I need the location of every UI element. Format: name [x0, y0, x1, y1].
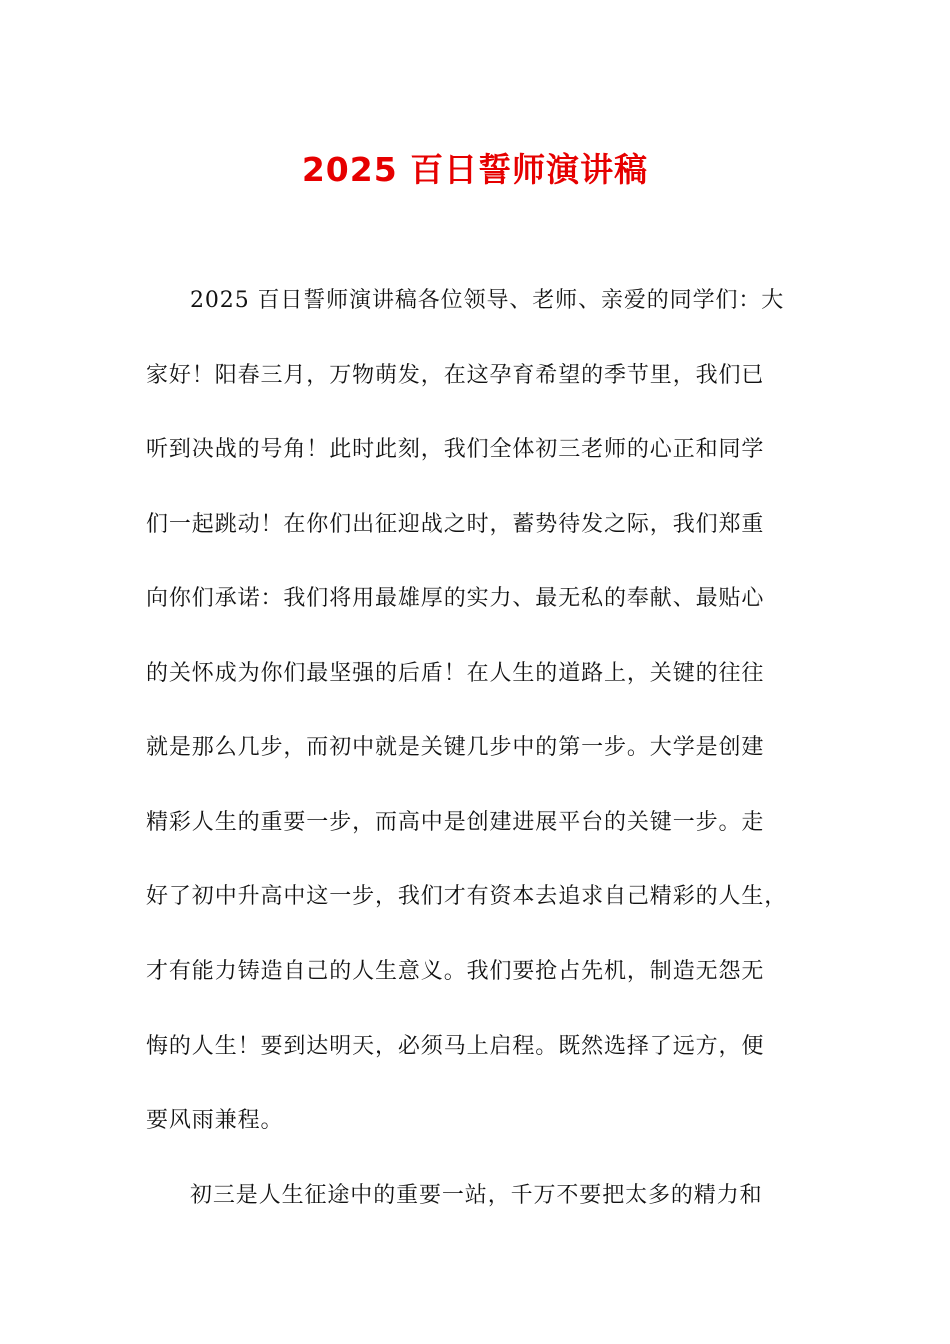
paragraph-1-line-6: 的关怀成为你们最坚强的后盾！在人生的道路上，关键的往往	[146, 661, 765, 686]
paragraph-1-line-10: 才有能力铸造自己的人生意义。我们要抢占先机，制造无怨无	[146, 959, 765, 984]
paragraph-1-line-9: 好了初中升高中这一步，我们才有资本去追求自己精彩的人生，	[146, 884, 788, 909]
paragraph-1-line-7: 就是那么几步，而初中就是关键几步中的第一步。大学是创建	[146, 735, 765, 760]
paragraph-1-line-2: 家好！阳春三月，万物萌发，在这孕育希望的季节里，我们已	[146, 363, 765, 388]
paragraph-1-line-1: 2025 百日誓师演讲稿各位领导、老师、亲爱的同学们：大	[190, 288, 785, 313]
paragraph-1-line-12: 要风雨兼程。	[146, 1108, 284, 1133]
paragraph-1-line-5: 向你们承诺：我们将用最雄厚的实力、最无私的奉献、最贴心	[146, 586, 765, 611]
paragraph-2-line-1: 初三是人生征途中的重要一站，千万不要把太多的精力和	[190, 1183, 763, 1208]
paragraph-1-line-11: 悔的人生！要到达明天，必须马上启程。既然选择了远方，便	[146, 1034, 765, 1059]
paragraph-1-line-8: 精彩人生的重要一步，而高中是创建进展平台的关键一步。走	[146, 810, 765, 835]
paragraph-1-line-4: 们一起跳动！在你们出征迎战之时，蓄势待发之际，我们郑重	[146, 512, 765, 537]
document-title: 2025 百日誓师演讲稿	[301, 150, 649, 189]
paragraph-1-line-3: 听到决战的号角！此时此刻，我们全体初三老师的心正和同学	[146, 437, 765, 462]
